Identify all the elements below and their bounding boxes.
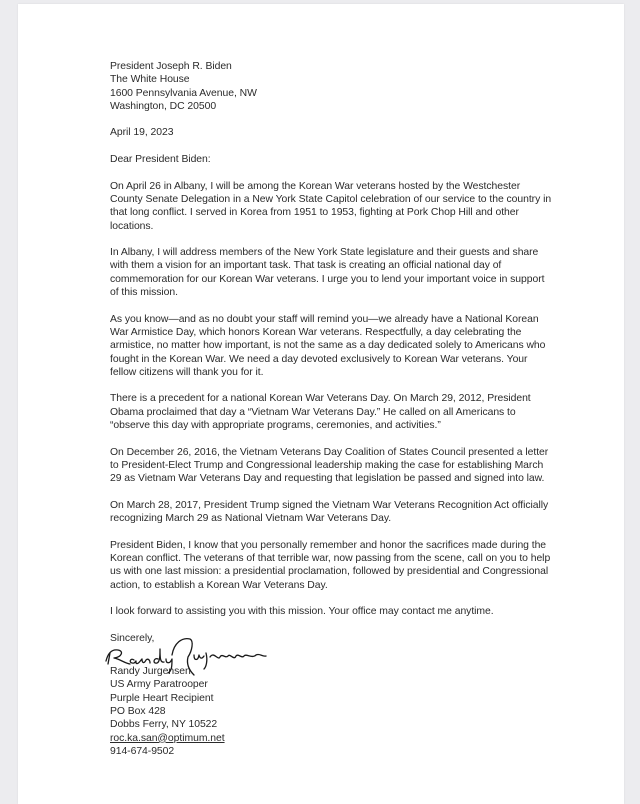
paragraph: On April 26 in Albany, I will be among the Korean War veterans hosted by the Westchester County Senate Delegation in a New York State Capitol celebration of our service to the country in that long conflict. I served in Korea from 1951 to 1953, fighting at Pork Chop Hill and other locations.: [110, 180, 552, 232]
sender-email-link[interactable]: roc.ka.san@optimum.net: [110, 732, 225, 744]
paragraph: On December 26, 2016, the Vietnam Veterans Day Coalition of States Council presented a letter to President-Elect Trump and Congressional leadership making the case for establishing March 29 as Vietnam War Veterans Day and requesting that legislation be passed and signed into law.: [110, 446, 549, 485]
recipient-name: President Joseph R. Biden: [110, 61, 232, 72]
closing: Sincerely,: [110, 632, 155, 644]
handwritten-signature: [110, 645, 555, 665]
recipient-street: 1600 Pennsylvania Avenue, NW: [110, 87, 257, 99]
letter-page: [18, 4, 624, 804]
letter-body: [110, 60, 555, 771]
paragraph: On March 28, 2017, President Trump signed the Vietnam War Veterans Recognition Act officially recognizing March 29 as National Vietnam War Veterans Day.: [110, 499, 549, 525]
paragraph: As you know—and as no doubt your staff will remind you—we already have a National Korean War Armistice Day, which honors Korean War veterans. Respectfully, a day celebrating the armistice, no matter how important, is not the same as a day dedicated solely to Americans who fought in the Korean War. We need a day devoted exclusively to Korean War veterans. Your fellow citizens will thank you for it.: [110, 313, 546, 378]
recipient-city: Washington, DC 20500: [110, 100, 217, 112]
sender-name: Randy Jurgensen: [110, 666, 191, 678]
letter-date: April 19, 2023: [110, 127, 174, 139]
paragraph: I look forward to assisting you with this mission. Your office may contact me anytime.: [110, 606, 494, 618]
signature-drawing: [102, 631, 272, 679]
recipient-address: [110, 60, 555, 113]
paragraph: In Albany, I will address members of the New York State legislature and their guests and share with them a vision for an important task. That task is creating an official national day of commemoration for our Korean War veterans. I urge you to lend your important voice in support of this mission.: [110, 247, 545, 299]
sender-city: Dobbs Ferry, NY 10522: [110, 719, 218, 731]
sender-title: US Army Paratrooper: [110, 679, 208, 691]
paragraph: President Biden, I know that you personally remember and honor the sacrifices made during the Korean conflict. The veterans of that terrible war, now passing from the scene, call on you to help us with one last mission: a presidential proclamation, followed by presidential and Congressional action, to establish a Korean War Veterans Day.: [110, 539, 551, 591]
recipient-org: The White House: [110, 74, 190, 86]
sender-honor: Purple Heart Recipient: [110, 692, 214, 704]
sender-phone: 914-674-9502: [110, 745, 175, 757]
paragraph: There is a precedent for a national Korean War Veterans Day. On March 29, 2012, President Obama proclaimed that day a “Vietnam War Veterans Day.” He called on all Americans to “observe this day with appropriate programs, ceremonies, and activities.”: [110, 393, 531, 432]
sender-po-box: PO Box 428: [110, 705, 166, 717]
salutation: Dear President Biden:: [110, 154, 211, 166]
